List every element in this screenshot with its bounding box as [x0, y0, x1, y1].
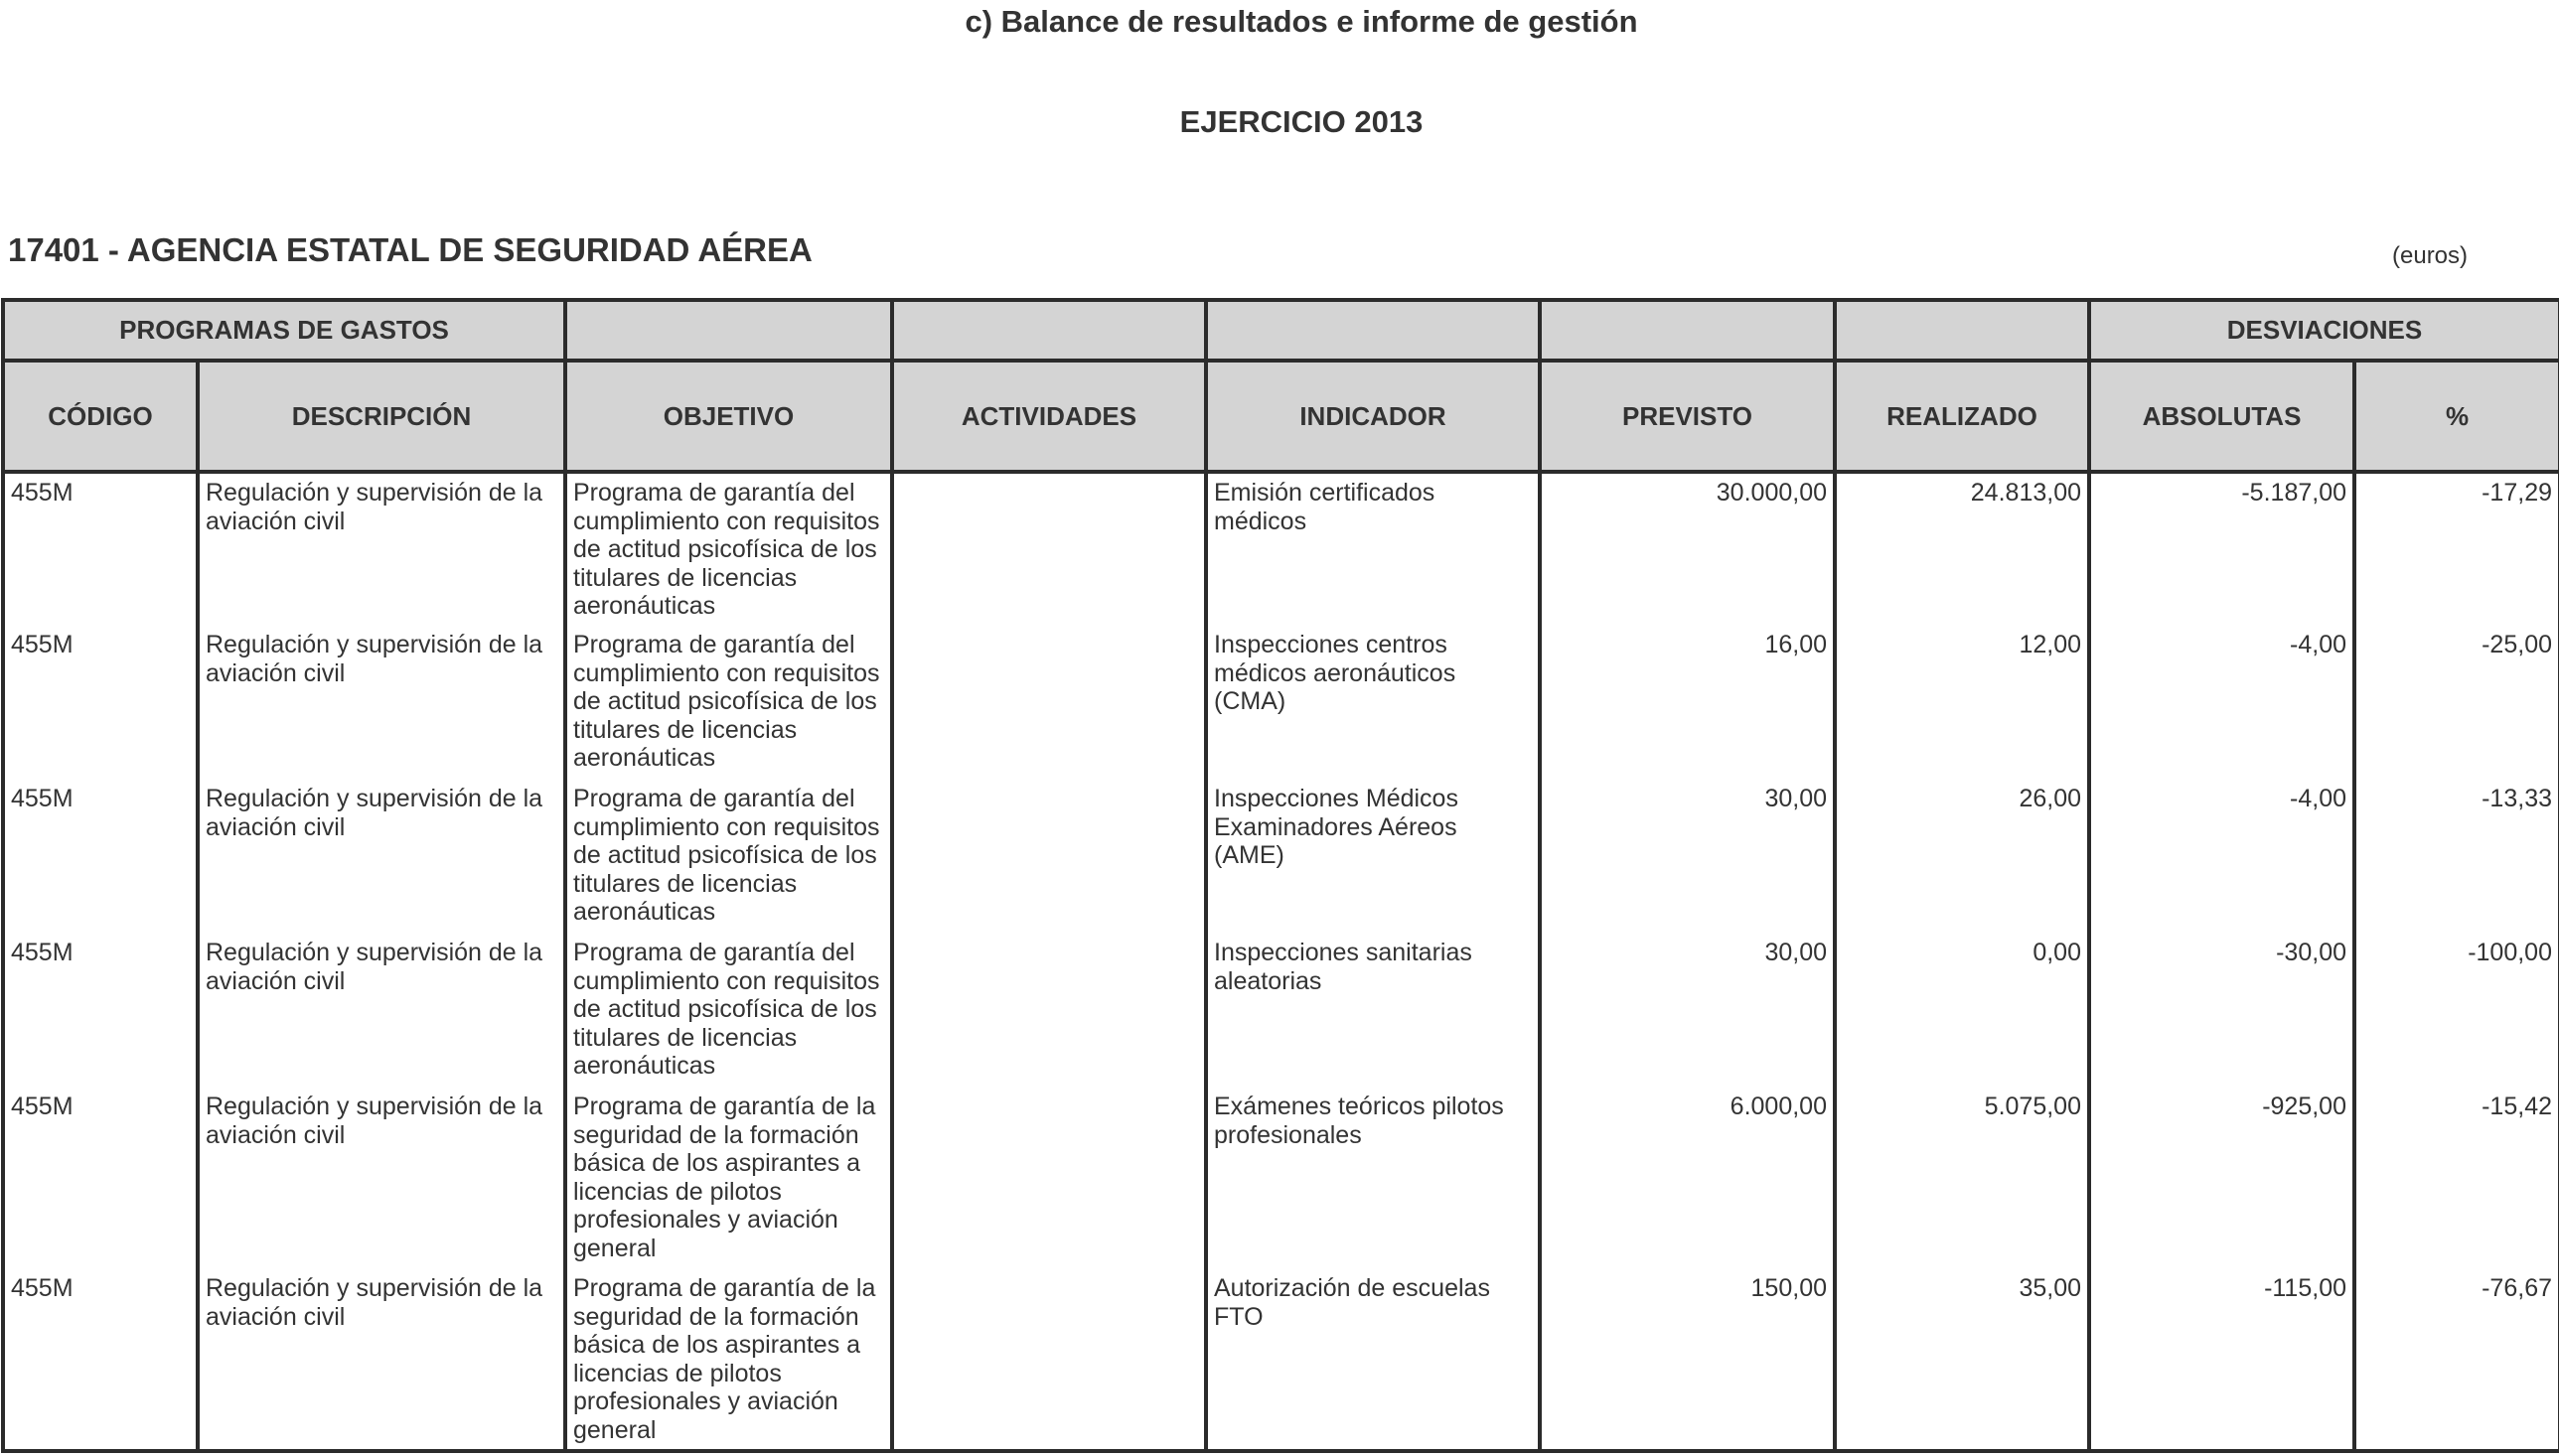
- cell-actividades: [892, 472, 1206, 626]
- group-header-blank: [565, 300, 892, 361]
- table-row: [3, 780, 2559, 934]
- cell-codigo: 455M: [3, 1269, 198, 1451]
- cell-descripcion: Regulación y supervisión de la aviación civil: [198, 626, 565, 780]
- cell-codigo: 455M: [3, 934, 198, 1088]
- column-header-indicador: INDICADOR: [1206, 361, 1540, 472]
- cell-objetivo: Programa de garantía del cumplimiento con requisitos de actitud psicofísica de los titulares de licencias aeronáuticas: [565, 934, 892, 1088]
- cell-previsto: 16,00: [1540, 626, 1835, 780]
- table-row: [3, 472, 2559, 626]
- cell-indicador: Inspecciones Médicos Examinadores Aéreos (AME): [1206, 780, 1540, 934]
- cell-previsto: 30,00: [1540, 780, 1835, 934]
- cell-descripcion: Regulación y supervisión de la aviación civil: [198, 934, 565, 1088]
- column-header-descripcion: DESCRIPCIÓN: [198, 361, 565, 472]
- column-header-pct: %: [2354, 361, 2559, 472]
- column-header-objetivo: OBJETIVO: [565, 361, 892, 472]
- table-row: [3, 934, 2559, 1088]
- cell-absolutas: -115,00: [2089, 1269, 2354, 1451]
- cell-actividades: [892, 934, 1206, 1088]
- cell-descripcion: Regulación y supervisión de la aviación civil: [198, 1269, 565, 1451]
- column-header-absolutas: ABSOLUTAS: [2089, 361, 2354, 472]
- cell-realizado: 5.075,00: [1835, 1088, 2089, 1269]
- cell-indicador: Emisión certificados médicos: [1206, 472, 1540, 626]
- group-header-desviaciones: DESVIACIONES: [2089, 300, 2559, 361]
- cell-actividades: [892, 1088, 1206, 1269]
- table-row: [3, 1269, 2559, 1451]
- cell-realizado: 12,00: [1835, 626, 2089, 780]
- cell-previsto: 30,00: [1540, 934, 1835, 1088]
- cell-codigo: 455M: [3, 626, 198, 780]
- cell-pct: -25,00: [2354, 626, 2559, 780]
- cell-absolutas: -4,00: [2089, 780, 2354, 934]
- report-title: c) Balance de resultados e informe de gestión: [965, 4, 1638, 39]
- cell-indicador: Inspecciones sanitarias aleatorias: [1206, 934, 1540, 1088]
- cell-pct: -15,42: [2354, 1088, 2559, 1269]
- table-row: [3, 1088, 2559, 1269]
- cell-absolutas: -925,00: [2089, 1088, 2354, 1269]
- cell-descripcion: Regulación y supervisión de la aviación civil: [198, 1088, 565, 1269]
- cell-indicador: Exámenes teóricos pilotos profesionales: [1206, 1088, 1540, 1269]
- cell-pct: -13,33: [2354, 780, 2559, 934]
- cell-absolutas: -30,00: [2089, 934, 2354, 1088]
- cell-previsto: 150,00: [1540, 1269, 1835, 1451]
- cell-objetivo: Programa de garantía del cumplimiento con requisitos de actitud psicofísica de los titulares de licencias aeronáuticas: [565, 472, 892, 626]
- cell-actividades: [892, 1269, 1206, 1451]
- cell-realizado: 24.813,00: [1835, 472, 2089, 626]
- column-header-actividades: ACTIVIDADES: [892, 361, 1206, 472]
- column-header-previsto: PREVISTO: [1540, 361, 1835, 472]
- results-table: [1, 298, 2559, 1453]
- currency-units: (euros): [2392, 242, 2469, 269]
- cell-previsto: 30.000,00: [1540, 472, 1835, 626]
- cell-codigo: 455M: [3, 780, 198, 934]
- agency-heading: 17401 - AGENCIA ESTATAL DE SEGURIDAD AÉREA: [8, 231, 813, 268]
- group-header-blank: [1835, 300, 2089, 361]
- cell-actividades: [892, 780, 1206, 934]
- cell-objetivo: Programa de garantía de la seguridad de la formación básica de los aspirantes a licencias de pilotos profesionales y aviación general: [565, 1269, 892, 1451]
- cell-codigo: 455M: [3, 1088, 198, 1269]
- cell-descripcion: Regulación y supervisión de la aviación civil: [198, 472, 565, 626]
- cell-objetivo: Programa de garantía de la seguridad de la formación básica de los aspirantes a licencias de pilotos profesionales y aviación general: [565, 1088, 892, 1269]
- cell-actividades: [892, 626, 1206, 780]
- cell-realizado: 35,00: [1835, 1269, 2089, 1451]
- group-header-blank: [892, 300, 1206, 361]
- cell-indicador: Inspecciones centros médicos aeronáuticos (CMA): [1206, 626, 1540, 780]
- group-header-blank: [1206, 300, 1540, 361]
- group-header-programas: PROGRAMAS DE GASTOS: [3, 300, 565, 361]
- group-header-blank: [1540, 300, 1835, 361]
- cell-pct: -76,67: [2354, 1269, 2559, 1451]
- cell-indicador: Autorización de escuelas FTO: [1206, 1269, 1540, 1451]
- table-row: [3, 626, 2559, 780]
- cell-pct: -17,29: [2354, 472, 2559, 626]
- cell-realizado: 26,00: [1835, 780, 2089, 934]
- fiscal-year-title: EJERCICIO 2013: [1179, 104, 1424, 139]
- column-header-realizado: REALIZADO: [1835, 361, 2089, 472]
- cell-absolutas: -5.187,00: [2089, 472, 2354, 626]
- cell-objetivo: Programa de garantía del cumplimiento con requisitos de actitud psicofísica de los titulares de licencias aeronáuticas: [565, 780, 892, 934]
- column-header-codigo: CÓDIGO: [3, 361, 198, 472]
- cell-objetivo: Programa de garantía del cumplimiento con requisitos de actitud psicofísica de los titulares de licencias aeronáuticas: [565, 626, 892, 780]
- cell-pct: -100,00: [2354, 934, 2559, 1088]
- cell-previsto: 6.000,00: [1540, 1088, 1835, 1269]
- cell-descripcion: Regulación y supervisión de la aviación civil: [198, 780, 565, 934]
- cell-absolutas: -4,00: [2089, 626, 2354, 780]
- cell-codigo: 455M: [3, 472, 198, 626]
- cell-realizado: 0,00: [1835, 934, 2089, 1088]
